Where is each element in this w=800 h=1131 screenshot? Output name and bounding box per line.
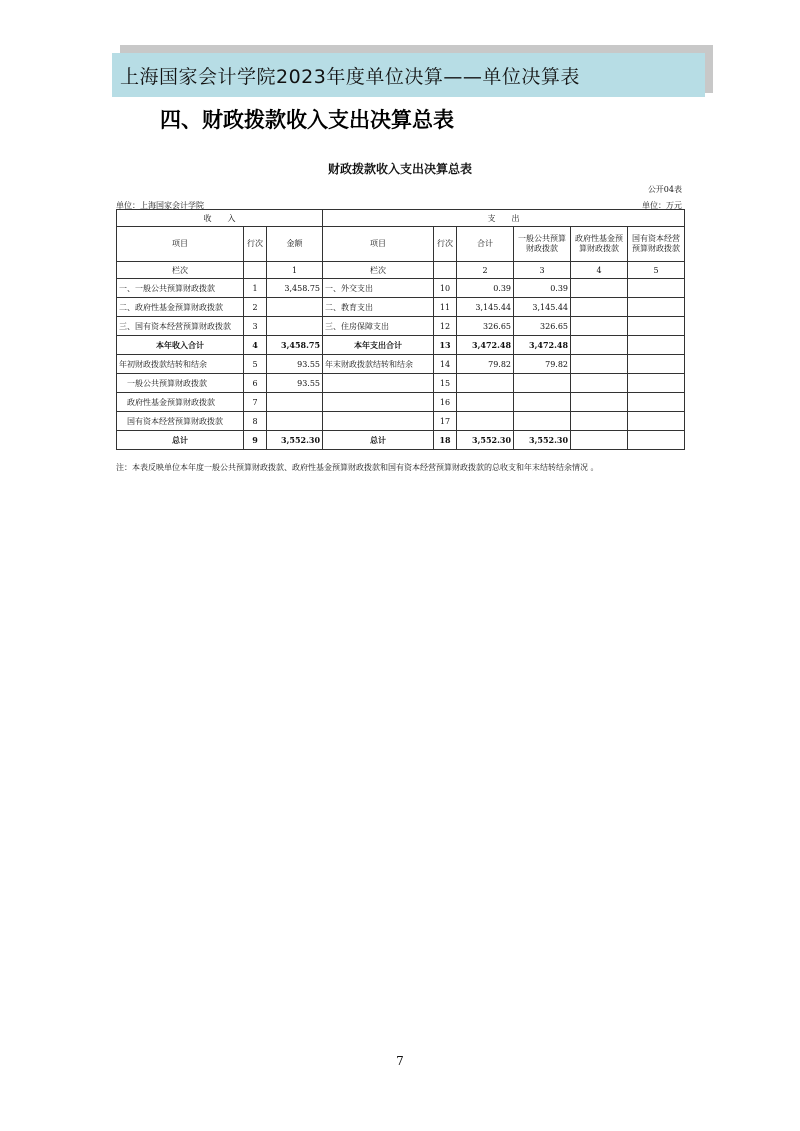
income-amount: 3,458.75: [267, 279, 323, 298]
section-title: 四、财政拨款收入支出决算总表: [160, 108, 454, 132]
income-header: 收 入: [117, 210, 323, 227]
income-line: 2: [244, 298, 267, 317]
expense-line: 12: [434, 317, 457, 336]
expense-general: 0.39: [514, 279, 571, 298]
income-amount: 93.55: [267, 374, 323, 393]
col-header-total: 合计: [457, 227, 514, 262]
expense-total: 3,145.44: [457, 298, 514, 317]
expense-total: 3,552.30: [457, 431, 514, 450]
income-line: 1: [244, 279, 267, 298]
col-header-gov-fund: 政府性基金预算财政拨款: [571, 227, 628, 262]
currency-label: 单位：万元: [642, 201, 682, 210]
expense-fund: [571, 431, 628, 450]
expense-total: 3,472.48: [457, 336, 514, 355]
expense-general: [514, 374, 571, 393]
expense-item: [323, 374, 434, 393]
table-row: [117, 431, 685, 450]
budget-table: [116, 209, 685, 450]
expense-fund: [571, 279, 628, 298]
table-row: [117, 279, 685, 298]
col-header-general-budget: 一般公共预算财政拨款: [514, 227, 571, 262]
column-header-row: [117, 227, 685, 262]
income-item: 总计: [117, 431, 244, 450]
expense-capital: [628, 393, 685, 412]
col-header-line: 行次: [244, 227, 267, 262]
expense-capital: [628, 317, 685, 336]
table-title: 财政拨款收入支出决算总表: [327, 162, 472, 176]
expense-item: 总计: [323, 431, 434, 450]
expense-fund: [571, 374, 628, 393]
column-row-empty2: [434, 262, 457, 279]
unit-label: 单位：上海国家会计学院: [116, 201, 204, 210]
expense-total: [457, 412, 514, 431]
expense-fund: [571, 355, 628, 374]
income-item: 国有资本经营预算财政拨款: [117, 412, 244, 431]
expense-fund: [571, 298, 628, 317]
column-row-c5: 5: [628, 262, 685, 279]
income-amount: 3,552.30: [267, 431, 323, 450]
expense-fund: [571, 317, 628, 336]
expense-item: [323, 412, 434, 431]
expense-item: [323, 393, 434, 412]
expense-item: 年末财政拨款结转和结余: [323, 355, 434, 374]
expense-line: 13: [434, 336, 457, 355]
income-amount: 93.55: [267, 355, 323, 374]
table-row: [117, 374, 685, 393]
expense-general: 3,472.48: [514, 336, 571, 355]
expense-total: 326.65: [457, 317, 514, 336]
income-item: 政府性基金预算财政拨款: [117, 393, 244, 412]
expense-capital: [628, 298, 685, 317]
column-row-c4: 4: [571, 262, 628, 279]
income-amount: [267, 317, 323, 336]
income-line: 8: [244, 412, 267, 431]
expense-line: 18: [434, 431, 457, 450]
expense-item: 二、教育支出: [323, 298, 434, 317]
income-line: 6: [244, 374, 267, 393]
expense-capital: [628, 336, 685, 355]
expense-item: 一、外交支出: [323, 279, 434, 298]
expense-fund: [571, 412, 628, 431]
expense-item: 本年支出合计: [323, 336, 434, 355]
col-header-line2: 行次: [434, 227, 457, 262]
expense-line: 10: [434, 279, 457, 298]
income-item: 本年收入合计: [117, 336, 244, 355]
expense-capital: [628, 431, 685, 450]
income-amount: 3,458.75: [267, 336, 323, 355]
income-item: 年初财政拨款结转和结余: [117, 355, 244, 374]
expense-line: 11: [434, 298, 457, 317]
expense-general: 3,145.44: [514, 298, 571, 317]
income-amount: [267, 298, 323, 317]
expense-line: 15: [434, 374, 457, 393]
expense-line: 17: [434, 412, 457, 431]
expense-total: 79.82: [457, 355, 514, 374]
table-note: 注：本表反映单位本年度一般公共预算财政拨款、政府性基金预算财政拨款和国有资本经营预算财政拨款的总收支和年末结转结余情况 。: [116, 463, 599, 472]
income-line: 7: [244, 393, 267, 412]
income-item: 三、国有资本经营预算财政拨款: [117, 317, 244, 336]
expense-general: [514, 412, 571, 431]
income-line: 5: [244, 355, 267, 374]
col-header-item2: 项目: [323, 227, 434, 262]
expense-item: 三、住房保障支出: [323, 317, 434, 336]
column-number-row: [117, 262, 685, 279]
col-header-item: 项目: [117, 227, 244, 262]
expense-general: 326.65: [514, 317, 571, 336]
income-item: 一般公共预算财政拨款: [117, 374, 244, 393]
expense-fund: [571, 336, 628, 355]
header-band: [112, 53, 705, 97]
expense-general: [514, 393, 571, 412]
table-row: [117, 298, 685, 317]
income-line: 3: [244, 317, 267, 336]
income-item: 二、政府性基金预算财政拨款: [117, 298, 244, 317]
col-header-amount: 金额: [267, 227, 323, 262]
expense-general: 79.82: [514, 355, 571, 374]
expense-capital: [628, 412, 685, 431]
expense-total: [457, 393, 514, 412]
expense-line: 14: [434, 355, 457, 374]
col-header-state-capital: 国有资本经营预算财政拨款: [628, 227, 685, 262]
column-row-empty: [244, 262, 267, 279]
expense-total: 0.39: [457, 279, 514, 298]
column-row-label: 栏次: [117, 262, 244, 279]
income-line: 4: [244, 336, 267, 355]
income-amount: [267, 412, 323, 431]
expense-capital: [628, 279, 685, 298]
table-header-row: [117, 210, 685, 227]
column-row-c1: 1: [267, 262, 323, 279]
table-row: [117, 317, 685, 336]
page-number: 7: [396, 1054, 404, 1068]
expense-total: [457, 374, 514, 393]
form-code: 公开04表: [647, 185, 682, 194]
header-band-title: 上海国家会计学院2023年度单位决算——单位决算表: [120, 65, 580, 88]
column-row-c3: 3: [514, 262, 571, 279]
income-line: 9: [244, 431, 267, 450]
column-row-c2: 2: [457, 262, 514, 279]
expense-capital: [628, 355, 685, 374]
table-row: [117, 412, 685, 431]
table-row: [117, 355, 685, 374]
income-amount: [267, 393, 323, 412]
expense-fund: [571, 393, 628, 412]
expense-line: 16: [434, 393, 457, 412]
income-item: 一、一般公共预算财政拨款: [117, 279, 244, 298]
expense-general: 3,552.30: [514, 431, 571, 450]
expense-header: 支 出: [323, 210, 685, 227]
table-row: [117, 393, 685, 412]
column-row-label2: 栏次: [323, 262, 434, 279]
table-row: [117, 336, 685, 355]
expense-capital: [628, 374, 685, 393]
